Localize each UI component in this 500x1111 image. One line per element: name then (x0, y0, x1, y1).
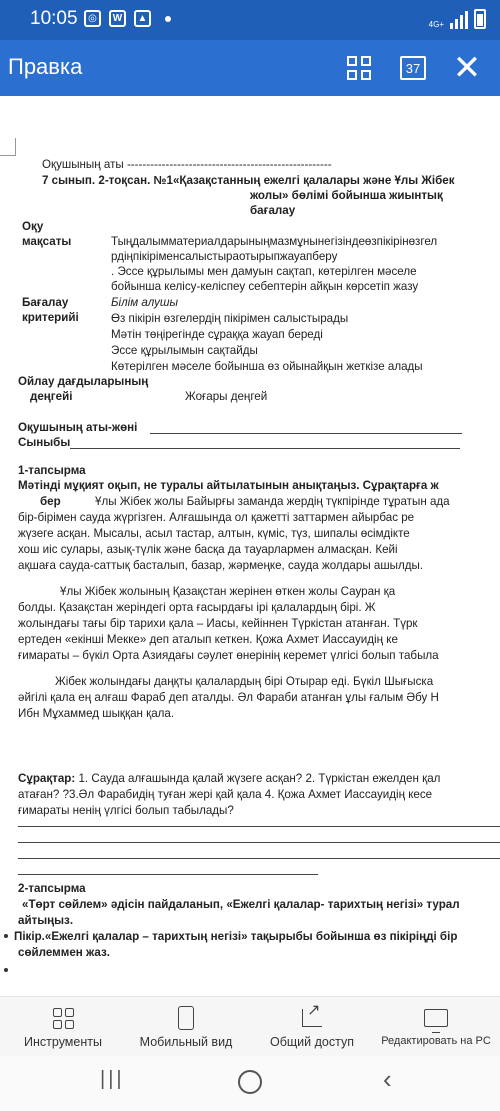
questions-label: Сұрақтар: (18, 772, 76, 785)
class-line (70, 448, 460, 449)
page-corner-mark (0, 138, 16, 156)
criteria-item: Эссе құрылымын сақтайды (111, 344, 258, 357)
doc-title-line2: жолы» бөлімі бойынша жиынтық (250, 189, 443, 202)
document-page[interactable] (0, 96, 500, 996)
mobile-view-label: Мобильный вид (139, 1035, 233, 1049)
task1-text: жүзеге асқан. Мысалы, асыл тастар, алтын, күміс, түз, шипалы өсімдікте (18, 527, 410, 540)
task1-text: болды. Қазақстан жеріндегі орта ғасырдағы ірі қалалардың бірі. Ж (18, 601, 376, 614)
edit-on-pc-button[interactable] (372, 997, 500, 1057)
task1-text: ертеден «екінші Мекке» деп аталып кеткен. Қожа Ахмет Иассауидің ке (18, 633, 398, 646)
grid-view-icon (347, 56, 371, 80)
share-label: Общий доступ (270, 1035, 354, 1049)
status-bar (0, 0, 500, 40)
system-nav-bar (0, 1056, 500, 1111)
objectives-label-2: мақсаты (22, 235, 72, 248)
app-bar (0, 40, 500, 96)
task1-heading: 1-тапсырма (18, 464, 86, 477)
apps-icon (53, 1008, 74, 1029)
criteria-label-1: Бағалау (22, 296, 69, 309)
doc-title-line3: бағалау (250, 204, 296, 217)
task1-text: Ұлы Жібек жолының Қазақстан жерінен өткен жолы Сауран қа (60, 585, 396, 598)
student-name-field-label: Оқушының аты-жөні (18, 421, 138, 434)
questions-text: 1. Сауда алғашында қалай жүзеге асқан? 2. Түркістан ежелден қал (75, 772, 441, 785)
task1-text: Ұлы Жібек жолы Байырғы заманда жердің түкпірінде тұратын ада (95, 495, 450, 508)
task2-opinion (14, 930, 457, 945)
thinking-level-label-1: Ойлау дағдыларының (18, 375, 149, 388)
task2-line2: айтыңыз. (18, 914, 74, 927)
student-name-label: Оқушының аты ----------------------------------------------------- (42, 158, 332, 171)
objectives-text-2: рдіңпікіріменсалыстыраотырыпжауапберу (111, 250, 338, 263)
task1-instruction: Мәтінді мұқият оқып, не туралы айтылатынын анықтаңыз. Сұрақтарға ж (18, 479, 439, 492)
tools-label: Инструменты (24, 1035, 102, 1049)
recent-apps-icon[interactable]: ||| (100, 1068, 125, 1090)
bottom-toolbar (0, 996, 500, 1056)
instagram-icon: ◎ (84, 10, 101, 27)
home-icon[interactable] (238, 1070, 262, 1094)
signal-icon (450, 11, 468, 29)
questions-line3: ғимараты ненің үлгісі болып табылады? (18, 804, 234, 817)
task1-text: Жібек жолындағы даңқты қалалардың бірі Отырар еді. Бүкіл Шығыска (55, 675, 434, 688)
task2-heading: 2-тапсырма (18, 882, 86, 895)
criteria-item: Мәтін төңірегінде сұраққа жауап береді (111, 328, 323, 341)
thinking-level-label-2: деңгейі (30, 390, 73, 403)
objectives-text-3: . Эссе құрылымы мен дамуын сақтап, көтерілген мәселе (111, 265, 417, 278)
task2-opinion-line2: сөйлеммен жаз. (18, 946, 110, 959)
dot-icon (165, 16, 171, 22)
objectives-label-1: Оқу (22, 220, 44, 233)
app-title: Правка (8, 54, 83, 79)
criteria-item: Білім алушы (111, 296, 179, 309)
criteria-item: Өз пікірін өзгелердің пікірімен салыстырады (111, 312, 349, 325)
opinion-label: Пікір. (14, 930, 45, 943)
pages-button[interactable] (398, 53, 428, 83)
system-icons (429, 9, 486, 29)
share-icon (302, 1009, 322, 1027)
mobile-view-icon (178, 1006, 194, 1030)
grid-view-button[interactable] (344, 53, 374, 83)
opinion-text: «Ежелгі қалалар – тарихтың негізі» тақырыбы бойынша өз пікіріңді бір (44, 930, 458, 943)
task1-text: ғимараты – бүкіл Орта Азиядағы сәулет өнерінің керемет үлгісі болып табыла (18, 649, 439, 662)
task1-text: ақшаға сауда-саттық басталып, базар, жәрмеңке, сауда жолдары ашылды. (18, 559, 424, 572)
answer-line[interactable] (18, 826, 500, 827)
task1-text: Ибн Мұхаммед шыққан қала. (18, 707, 175, 720)
task1-instruction-end: бер (40, 495, 61, 508)
share-button[interactable] (262, 997, 362, 1057)
answer-line[interactable] (18, 874, 318, 875)
network-type: 4G+ (428, 20, 444, 29)
thinking-level-value: Жоғары деңгей (185, 390, 268, 403)
edit-on-pc-icon (424, 1009, 448, 1027)
task1-text: бір-бірімен сауда жүргізген. Алғашында ол қажетті заттармен айырбас ре (18, 511, 415, 524)
criteria-item: Көтерілген мәселе бойынша өз ойынайқын жеткізе алады (111, 360, 423, 373)
objectives-text-1: Тыңдалымматериалдарыныңмазмұнынегізіндеөзпікірінөзгел (111, 235, 438, 248)
bullet-icon (4, 934, 8, 938)
pages-icon: 37 (400, 56, 426, 80)
objectives-text-4: бойынша келісу-келіспеу себептерін айқын көрсетіп жазу (111, 280, 419, 293)
status-time: 10:05 (30, 8, 78, 29)
answer-line[interactable] (18, 858, 500, 859)
bullet-icon (4, 968, 8, 972)
class-field-label: Сыныбы (18, 436, 71, 449)
task1-text: хош иіс сулары, азық-түлік және басқа да тауарлармен алмасқан. Кейі (18, 543, 398, 556)
vk-icon: W (109, 10, 126, 27)
edit-on-pc-label: Редактировать на PC (381, 1035, 491, 1047)
notification-icons (84, 10, 171, 27)
back-icon[interactable]: ‹ (383, 1064, 392, 1094)
image-icon: ▲ (134, 10, 151, 27)
task1-text: әйгілі қала ең алғаш Фараб деп аталды. Әл Фараби атанған ұлы ғалым Әбу Н (18, 691, 439, 704)
questions-line2: атаған? ?3.Әл Фарабидің туған жері қай қала 4. Қожа Ахмет Иассауидің кесе (18, 788, 433, 801)
student-name-line (150, 433, 462, 434)
close-button[interactable] (452, 49, 482, 87)
criteria-label-2: критерийі (22, 311, 79, 324)
task2-line1: «Төрт сөйлем» әдісін пайдаланып, «Ежелгі қалалар- тарихтың негізі» турал (22, 898, 460, 911)
task1-text: жолындағы тағы бір тарихи қала – Иасы, кейіннен Түркістан атанған. Түрк (18, 617, 418, 630)
tools-button[interactable] (18, 997, 108, 1057)
close-icon: ✕ (452, 49, 482, 87)
mobile-view-button[interactable] (130, 997, 242, 1057)
doc-title-line1: 7 сынып. 2-тоқсан. №1«Қазақстанның ежелгі қалалары және Ұлы Жібек (42, 174, 455, 187)
battery-icon (474, 9, 486, 29)
answer-line[interactable] (18, 842, 500, 843)
questions-line1 (18, 772, 440, 787)
